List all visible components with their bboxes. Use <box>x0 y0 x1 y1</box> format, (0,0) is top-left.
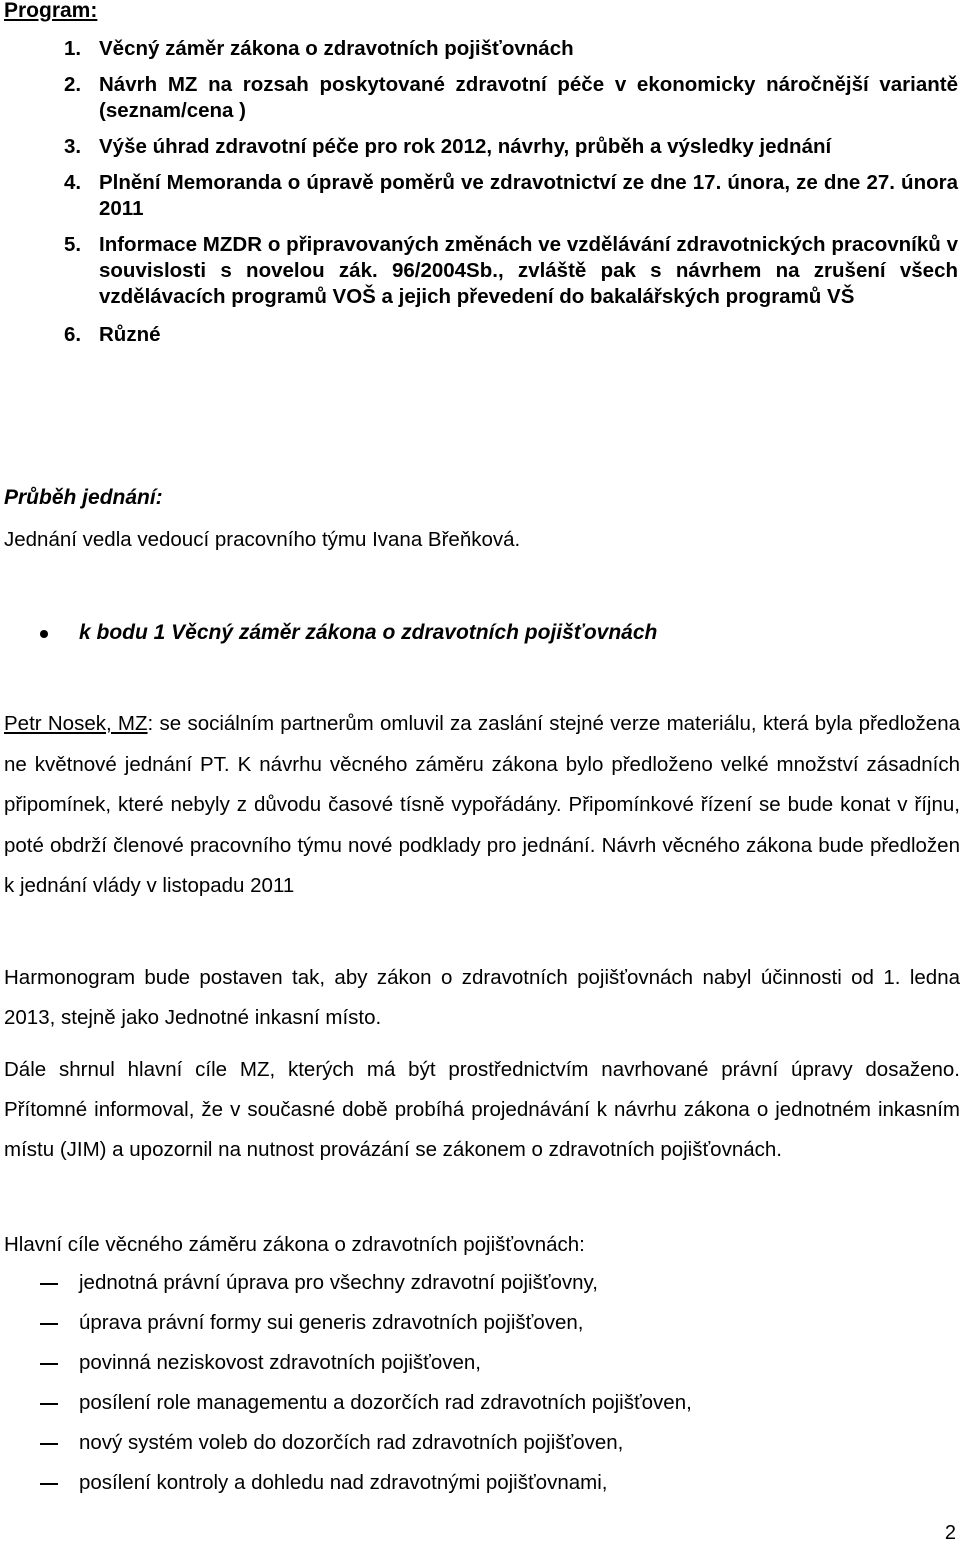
program-item <box>0 232 960 310</box>
list-item-text: povinná neziskovost zdravotních pojišťoven, <box>79 1351 481 1374</box>
proceedings-title: Průběh jednání: <box>4 486 163 509</box>
dash-icon <box>40 1403 58 1405</box>
program-item-number: 4. <box>64 171 82 194</box>
list-item <box>0 1348 960 1388</box>
list-item-text: posílení role managementu a dozorčích rad zdravotních pojišťoven, <box>79 1391 692 1414</box>
dash-icon <box>40 1363 58 1365</box>
program-item-text: Plnění Memoranda o úpravě poměrů ve zdravotnictví ze dne 17. února, ze dne 27. února 2011 <box>99 171 958 220</box>
program-item-text: Výše úhrad zdravotní péče pro rok 2012, návrhy, průběh a výsledky jednání <box>99 135 832 158</box>
goals-list <box>0 1268 960 1508</box>
program-item <box>0 134 960 160</box>
goals-title: Hlavní cíle věcného záměru zákona o zdravotních pojišťovnách: <box>4 1233 585 1256</box>
point1-paragraph-3: Dále shrnul hlavní cíle MZ, kterých má být prostřednictvím navrhované právní úpravy dosaženo. Přítomné informoval, že v současné době probíhá projednávání k návrhu zákona o jednotném inkasním místu (JIM) a upozornil na nutnost provázání se zákonem o zdravotních pojišťovnách. <box>4 1058 960 1161</box>
program-title: Program: <box>4 0 98 22</box>
list-item-text: úprava právní formy sui generis zdravotních pojišťoven, <box>79 1311 584 1334</box>
point1-paragraph-2: Harmonogram bude postaven tak, aby zákon o zdravotních pojišťovnách nabyl účinnosti od 1. ledna 2013, stejně jako Jednotné inkasní místo. <box>4 966 960 1029</box>
bullet-icon <box>40 630 48 638</box>
point1-heading-text: k bodu 1 Věcný záměr zákona o zdravotních pojišťovnách <box>79 621 658 644</box>
dash-icon <box>40 1483 58 1485</box>
program-item-number: 2. <box>64 73 82 96</box>
program-item-text: Věcný záměr zákona o zdravotních pojišťovnách <box>99 37 574 60</box>
program-item <box>0 72 960 124</box>
list-item <box>0 1388 960 1428</box>
program-item-text: Informace MZDR o připravovaných změnách ve vzdělávání zdravotnických pracovníků v souvislosti s novelou zák. 96/2004Sb., zvláště pak s návrhem na zrušení všech vzdělávacích programů VOŠ a jejich převedení do bakalářských programů VŠ <box>99 233 958 308</box>
program-item-text: Různé <box>99 323 161 346</box>
list-item <box>0 1308 960 1348</box>
program-item <box>0 170 960 222</box>
list-item-text: posílení kontroly a dohledu nad zdravotnými pojišťovnami, <box>79 1471 608 1494</box>
list-item <box>0 1468 960 1508</box>
proceedings-chair: Jednání vedla vedoucí pracovního týmu Ivana Břeňková. <box>4 528 521 551</box>
program-item <box>0 322 960 348</box>
program-item-number: 3. <box>64 135 82 158</box>
speaker-colon: : <box>147 712 154 735</box>
speaker-name: Petr Nosek, MZ <box>4 712 148 735</box>
list-item <box>0 1428 960 1468</box>
list-item <box>0 1268 960 1308</box>
program-item-number: 1. <box>64 37 82 60</box>
page-number: 2 <box>944 1522 956 1544</box>
program-item-number: 6. <box>64 323 82 346</box>
list-item-text: jednotná právní úprava pro všechny zdravotní pojišťovny, <box>79 1271 598 1294</box>
program-item <box>0 36 960 62</box>
list-item-text: nový systém voleb do dozorčích rad zdravotních pojišťoven, <box>79 1431 624 1454</box>
paragraph-text: se sociálním partnerům omluvil za zaslání stejné verze materiálu, která byla předložena ne květnové jednání PT. K návrhu věcného záměru zákona bylo předloženo velké množství zásadních připomínek, které nebyly z důvodu časové tísně vypořádány. Připomínkové řízení se bude konat v říjnu, poté obdrží členové pracovního týmu nové podklady pro jednání. Návrh věcného zákona bude předložen k jednání vlády v listopadu 2011 <box>4 712 960 897</box>
program-item-text: Návrh MZ na rozsah poskytované zdravotní péče v ekonomicky náročnější variantě (seznam/cena ) <box>99 73 958 122</box>
point1-paragraph-1 <box>4 704 960 907</box>
program-item-number: 5. <box>64 233 82 256</box>
dash-icon <box>40 1283 58 1285</box>
dash-icon <box>40 1443 58 1445</box>
dash-icon <box>40 1323 58 1325</box>
program-list <box>0 36 960 358</box>
